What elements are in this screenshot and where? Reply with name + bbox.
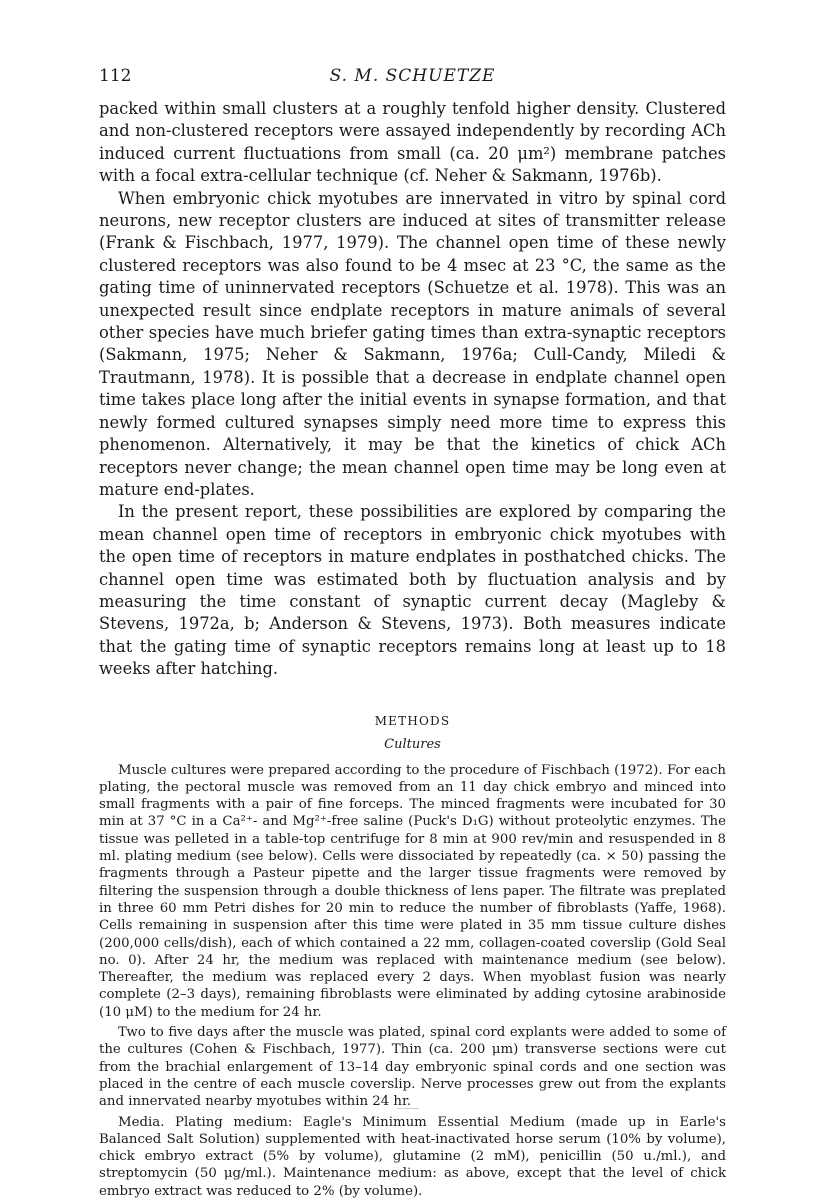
intro-paragraph: When embryonic chick myotubes are innervated in vitro by spinal cord neurons, new receptor clusters are induced at sites of transmitter release (Frank & Fischbach, 1977, 1979). The channel open time of these newly clustered receptors was also found to be 4 msec at 23 °C, the same as the gating time of uninnervated receptors (Schuetze et al. 1978). This was an unexpected result since endplate receptors in mature animals of several other species have much briefer gating times than extra-synaptic receptors (Sakmann, 1975; Neher & Sakmann, 1976a; Cull-Candy, Miledi & Trautmann, 1978). It is possible that a decrease in endplate channel open time takes place long after the initial events in synapse formation, and that newly formed cultured synapses simply need more time to express this phenomenon. Alternatively, it may be that the kinetics of chick ACh receptors never change; the mean channel open time may be long even at mature end-plates. [99, 188, 726, 499]
running-head: S. M. SCHUETZE [329, 66, 496, 86]
methods-paragraph-media: Media. Plating medium: Eagle's Minimum Essential Medium (made up in Earle's Balanced Salt Solution) supplemented with heat-inactivated horse serum (10% by volume), chick embryo extract (5% by volume), glutamine (2 mM), penicillin (50 u./ml.), and streptomycin (50 μg/ml.). Maintenance medium: as above, except that the level of chick embryo extract was reduced to 2% (by volume). [99, 1114, 726, 1199]
footer-mark [397, 1108, 419, 1109]
section-heading-methods: METHODS [374, 713, 451, 728]
methods-paragraph: Two to five days after the muscle was plated, spinal cord explants were added to some of the cultures (Cohen & Fischbach, 1977). Thin (ca. 200 μm) transverse sections were cut from the brachial enlargement of 13–14 day embryonic spinal cords and one section was placed in the centre of each muscle coverslip. Nerve processes grew out from the explants and innervated nearby myotubes within 24 hr. [99, 1025, 726, 1110]
page-header [99, 66, 726, 92]
intro-paragraph: In the present report, these possibilities are explored by comparing the mean channel open time of receptors in embryonic chick myotubes with the open time of receptors in mature endplates in posthatched chicks. The channel open time was estimated both by fluctuation analysis and by measuring the time constant of synaptic current decay (Magleby & Stevens, 1972a, b; Anderson & Stevens, 1973). Both measures indicate that the gating time of synaptic receptors remains long at least up to 18 weeks after hatching. [99, 502, 726, 679]
subsection-heading-cultures: Cultures [384, 736, 441, 752]
methods-paragraph: Muscle cultures were prepared according to the procedure of Fischbach (1972). For each plating, the pectoral muscle was removed from an 11 day chick embryo and minced into small fragments with a pair of fine forceps. The minced fragments were incubated for 30 min at 37 °C in a Ca²⁺- and Mg²⁺-free saline (Puck's D₁G) without proteolytic enzymes. The tissue was pelleted in a table-top centrifuge for 8 min at 900 rev/min and resuspended in 8 ml. plating medium (see below). Cells were dissociated by repeatedly (ca. × 50) passing the fragments through a Pasteur pipette and the larger tissue fragments were removed by filtering the suspension through a double thickness of lens paper. The filtrate was preplated in three 60 mm Petri dishes for 20 min to reduce the number of fibroblasts (Yaffe, 1968). Cells remaining in suspension after this time were plated in 35 mm tissue culture dishes (200,000 cells/dish), each of which contained a 22 mm, collagen-coated coverslip (Gold Seal no. 0). After 24 hr, the medium was replaced with maintenance medium (see below). Thereafter, the medium was replaced every 2 days. When myoblast fusion was nearly complete (2–3 days), remaining fibroblasts were eliminated by adding cytosine arabinoside (10 μM) to the medium for 24 hr. [99, 762, 726, 1020]
intro-paragraph-continued: packed within small clusters at a roughly tenfold higher density. Clustered and non-clustered receptors were assayed independently by recording ACh induced current fluctuations from small (ca. 20 μm²) membrane patches with a focal extra-cellular technique (cf. Neher & Sakmann, 1976b). [99, 99, 726, 186]
article-body [99, 98, 726, 1200]
page-number: 112 [99, 66, 132, 86]
